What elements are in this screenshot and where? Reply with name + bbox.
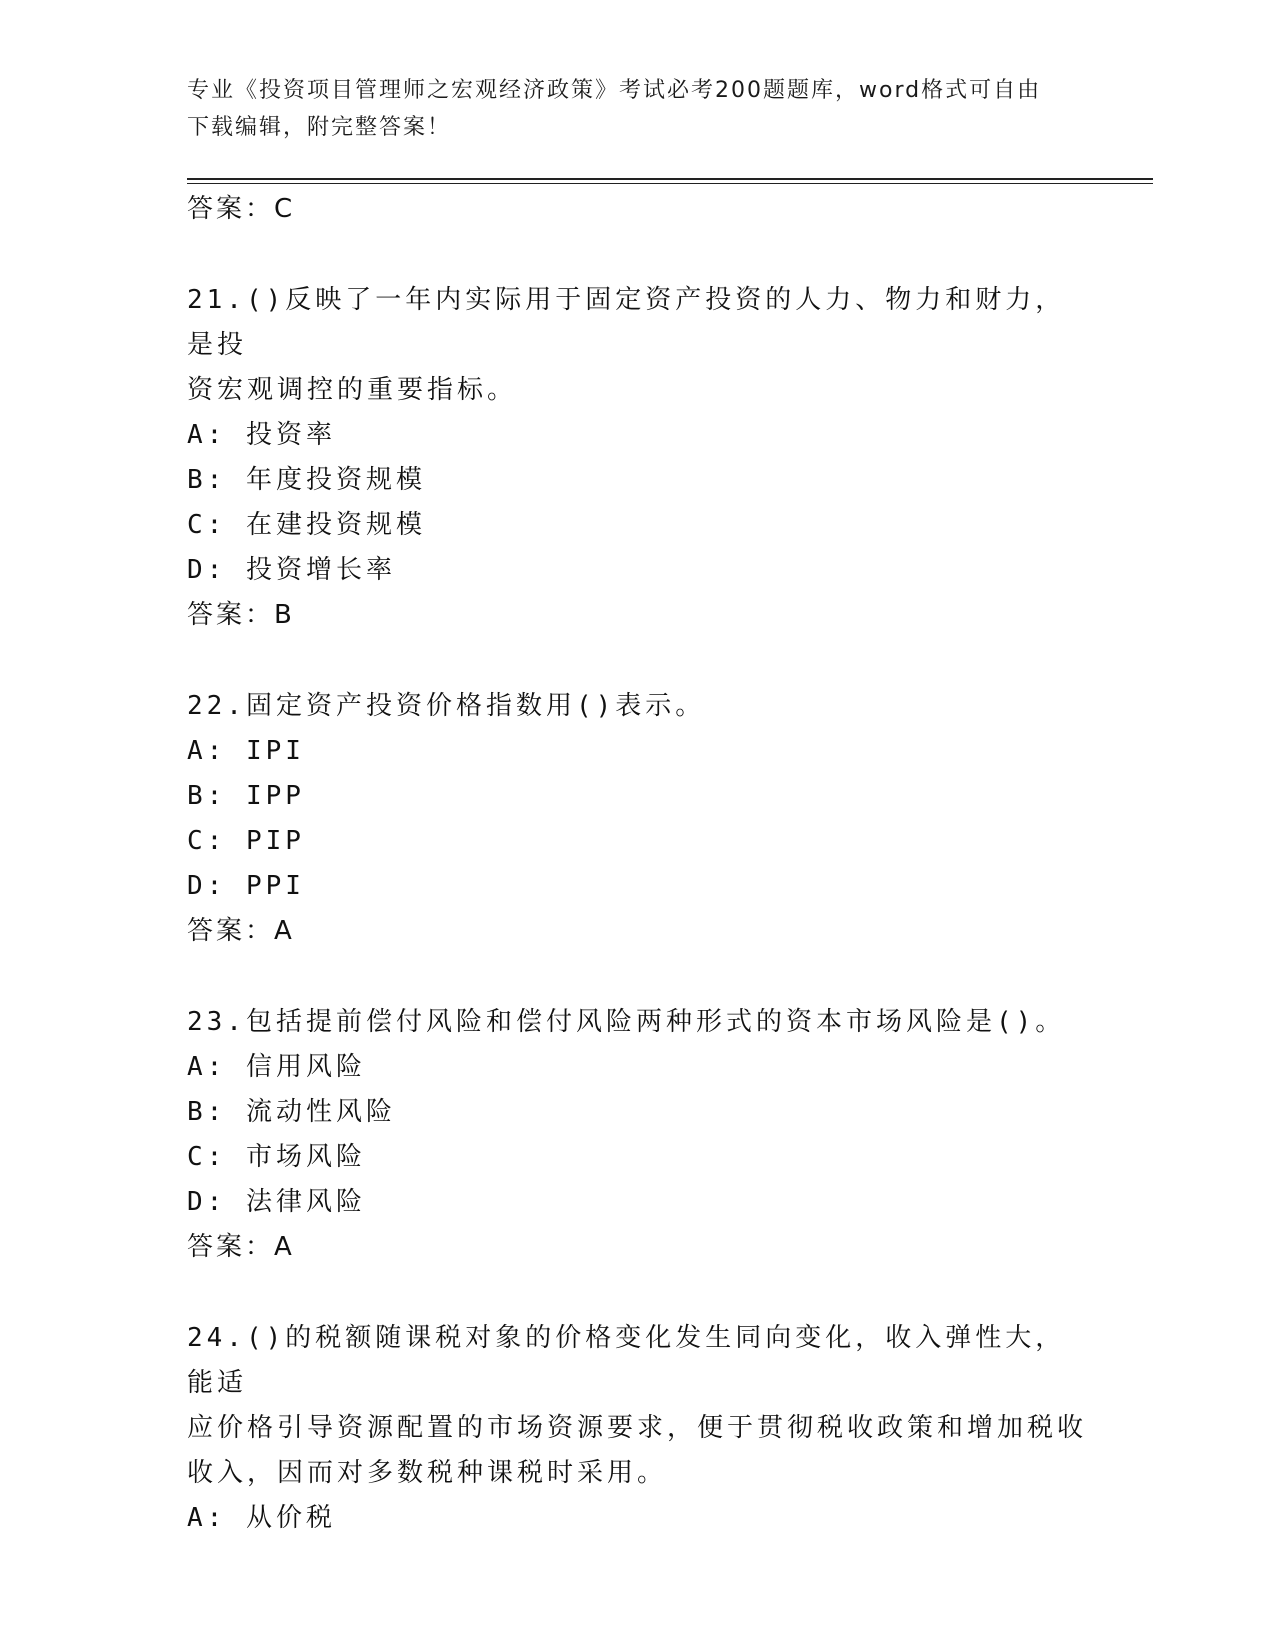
header-line-1: 专业《投资项目管理师之宏观经济政策》考试必考200题题库，word格式可自由 bbox=[187, 78, 1042, 103]
question-text-line: 资宏观调控的重要指标。 bbox=[187, 375, 518, 405]
option-d: D: 法律风险 bbox=[187, 1187, 366, 1217]
option-c: C: PIP bbox=[187, 826, 305, 856]
option-b: B: 流动性风险 bbox=[187, 1097, 396, 1127]
question-22 bbox=[187, 684, 1087, 954]
question-text-line: 收入，因而对多数税种课税时采用。 bbox=[187, 1458, 668, 1488]
question-text-line: 23.包括提前偿付风险和偿付风险两种形式的资本市场风险是()。 bbox=[187, 1007, 1066, 1037]
header-rule-thin bbox=[187, 183, 1153, 184]
option-a: A: 投资率 bbox=[187, 420, 336, 450]
answer-label: 答案：A bbox=[187, 916, 295, 946]
header-rule-thick bbox=[187, 178, 1153, 180]
answer-label: 答案：B bbox=[187, 600, 295, 630]
question-23 bbox=[187, 1000, 1087, 1270]
option-b: B: 年度投资规模 bbox=[187, 465, 426, 495]
question-content bbox=[187, 185, 1087, 1541]
option-c: C: 市场风险 bbox=[187, 1142, 366, 1172]
question-24 bbox=[187, 1316, 1087, 1541]
option-c: C: 在建投资规模 bbox=[187, 510, 426, 540]
question-text-line: 21.()反映了一年内实际用于固定资产投资的人力、物力和财力，是投 bbox=[187, 285, 1066, 360]
option-a: A: 信用风险 bbox=[187, 1052, 366, 1082]
option-a: A: 从价税 bbox=[187, 1503, 336, 1533]
document-header bbox=[187, 72, 1067, 146]
option-d: D: PPI bbox=[187, 871, 305, 901]
option-b: B: IPP bbox=[187, 781, 305, 811]
option-d: D: 投资增长率 bbox=[187, 555, 396, 585]
answer-label: 答案：A bbox=[187, 1232, 295, 1262]
header-line-2: 下载编辑，附完整答案！ bbox=[187, 115, 452, 140]
question-text-line: 22.固定资产投资价格指数用()表示。 bbox=[187, 691, 706, 721]
question-21 bbox=[187, 278, 1087, 638]
answer-label: 答案：C bbox=[187, 194, 296, 224]
option-a: A: IPI bbox=[187, 736, 305, 766]
question-text-line: 应价格引导资源配置的市场资源要求，便于贯彻税收政策和增加税收 bbox=[187, 1413, 1088, 1443]
question-text-line: 24.()的税额随课税对象的价格变化发生同向变化，收入弹性大，能适 bbox=[187, 1323, 1066, 1398]
